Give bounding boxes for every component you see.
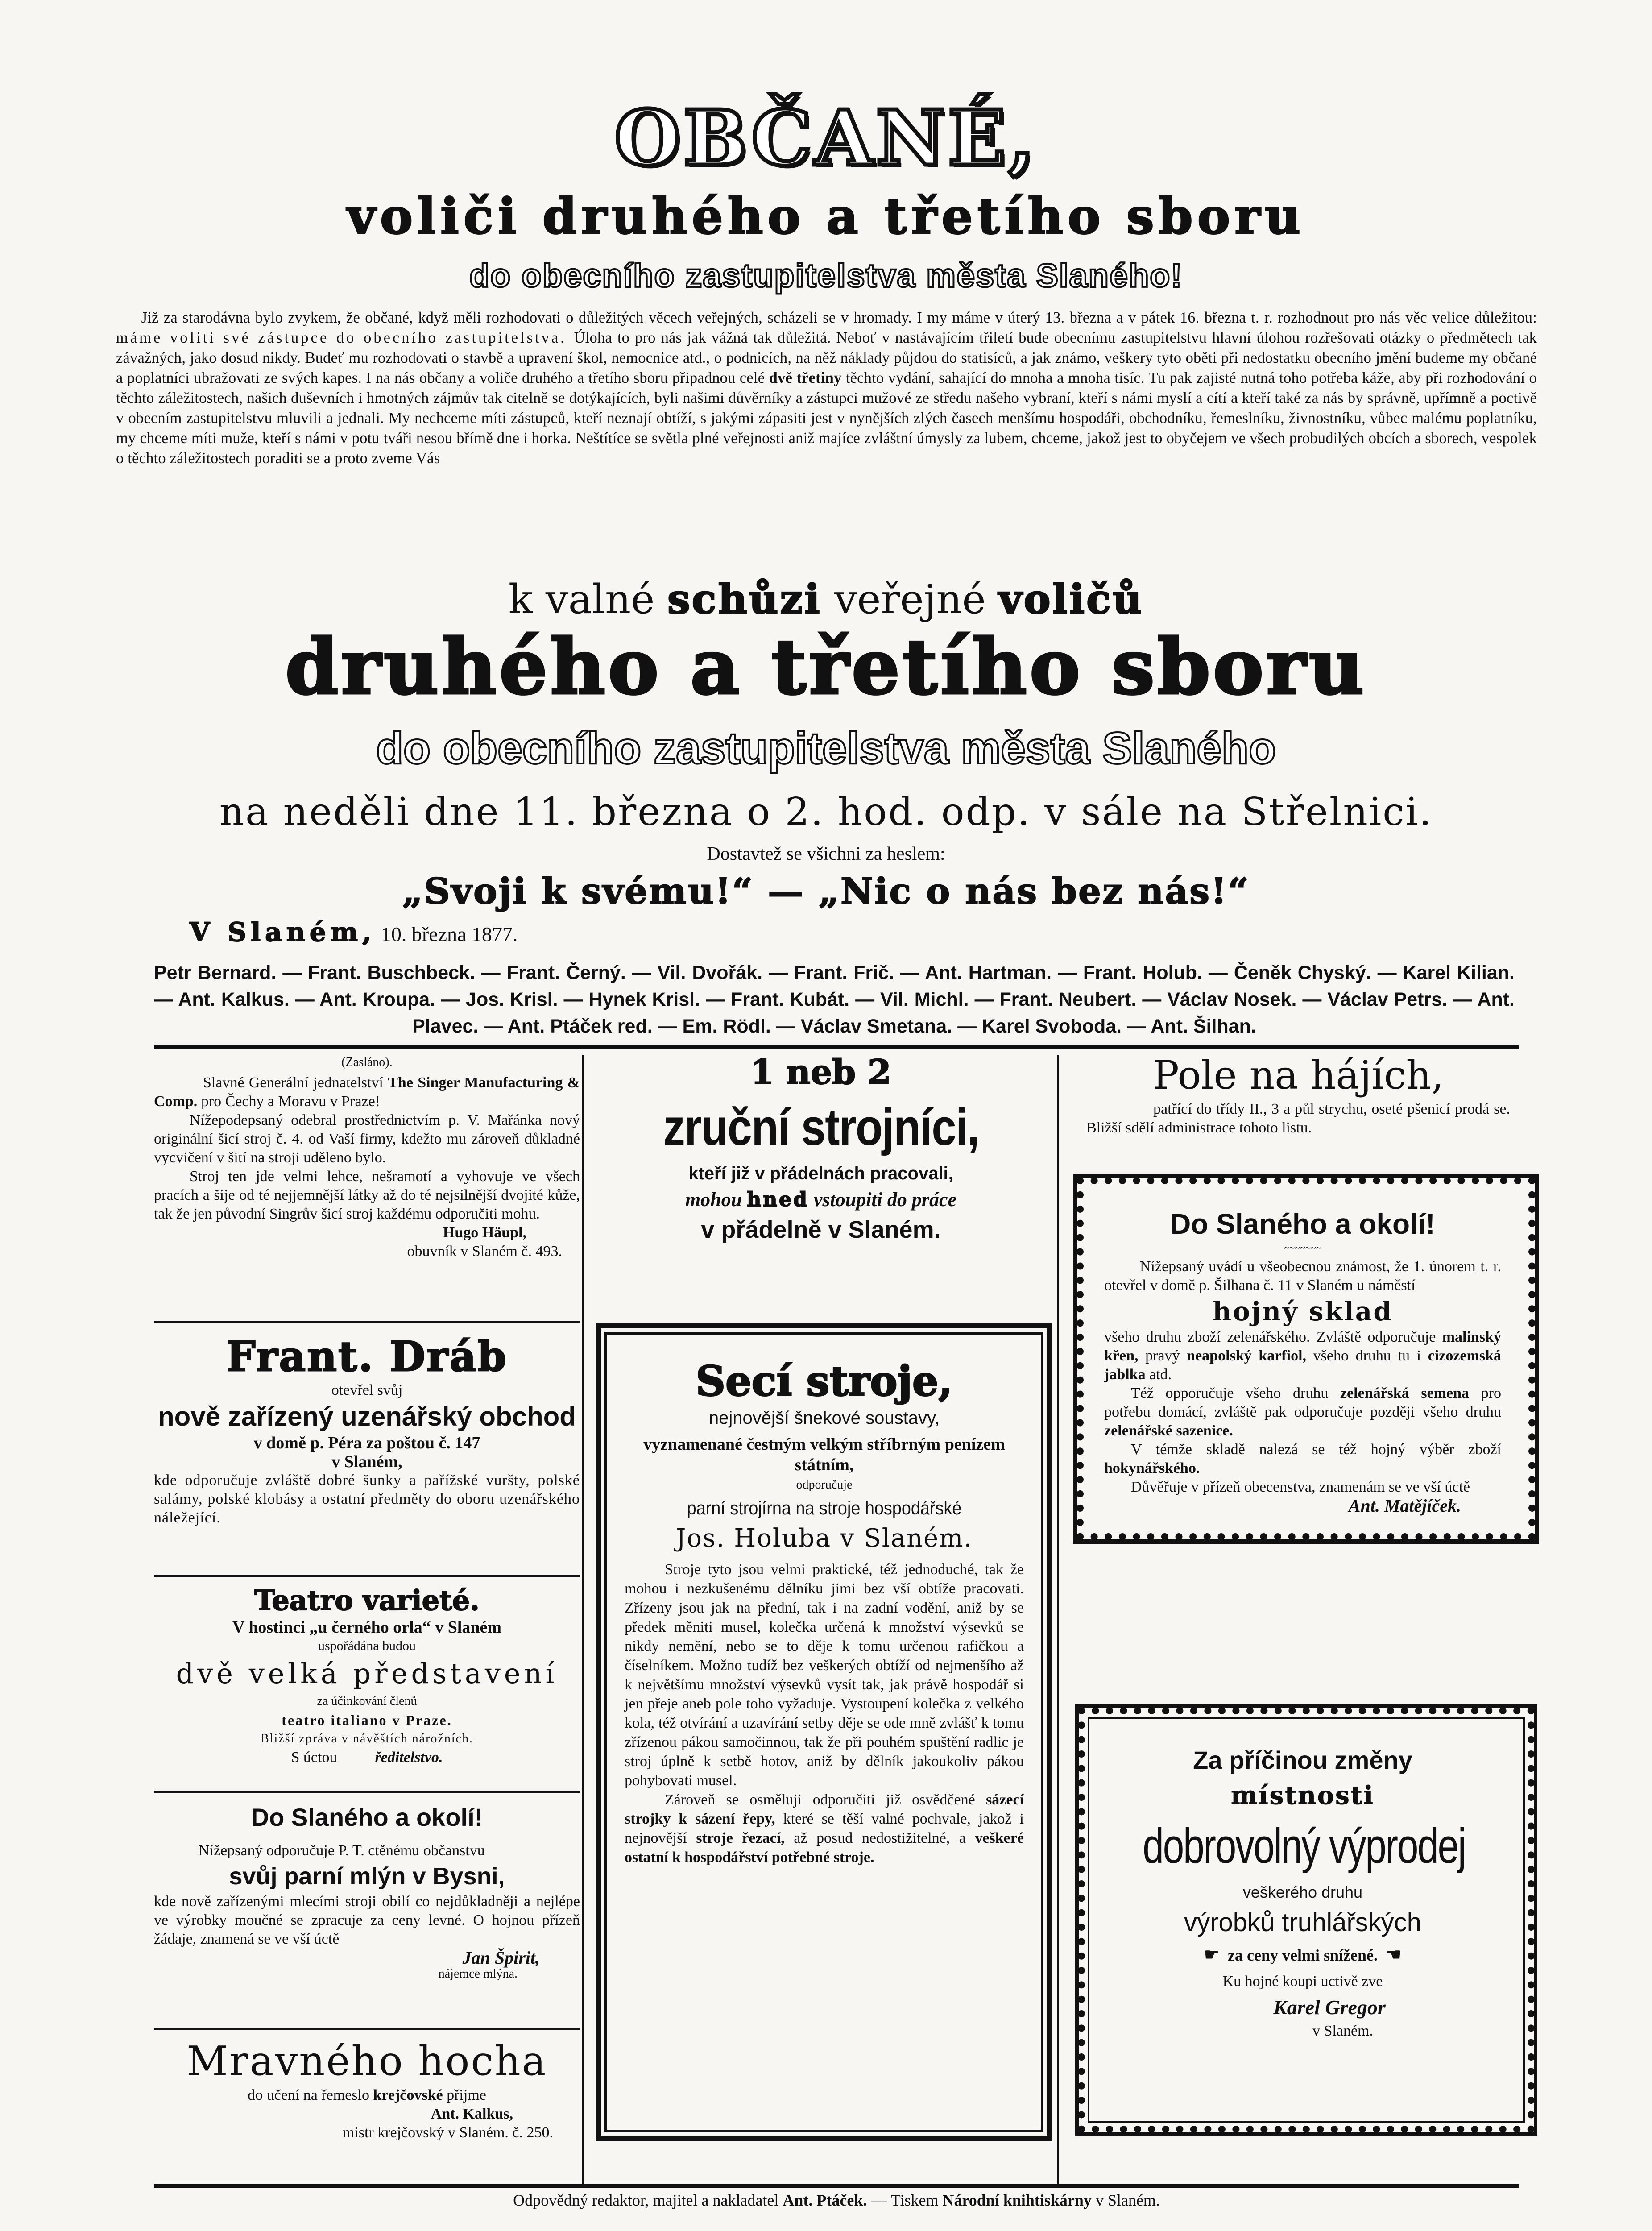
intro-text-1: Již za starodávna bylo zvykem, že občané, když měli rozhodovati o důležitých věcech veřejných, scházeli se v hromady. I my máme v úterý 13. března a v pátek 16. března t. r. rozhodnout pro nás věc velice důležitou:: [141, 309, 1537, 326]
intro-paragraph: [116, 308, 1537, 469]
hoch-l1: [154, 2086, 580, 2105]
singer-ad: [154, 1053, 580, 1261]
mlyn-l3: kde nově zařízenými mlecími stroji obilí co nejdůkladněji a nejlépe ve výrobky moučné se zpracuje za ceny levné. O hojnou přízeň žádaje, znamená se ve vší úctě: [154, 1893, 580, 1947]
mlyn-l1: Nížepsaný odporučuje P. T. ctěnému občanstvu: [199, 1842, 485, 1859]
teatro-l4: za účinkování členů: [317, 1694, 417, 1708]
strojnici-l2: [587, 1186, 1055, 1213]
seci-p2c: které se těší valné pochvale, jakož i nejnovější: [625, 1811, 1024, 1846]
matejicek-l3c: pravý: [1138, 1348, 1187, 1364]
invite-k: k valné: [508, 576, 667, 623]
intro-text-3: těchto vydání, sahající do mnoha a mnoha tisíc. Tu pak zajisté nutná toho potřeba káže, aby při rozhodování o těchto záležitostech, našich duševních i hmotných zájmův tak citelně se dotýkajících, byli našimi důvěrníky a zástupci mužové ze středu našeho vybraní, kteří s námi myslí a cítí a kteří také za nás by správně, upřímně a poctivě v obecním zastupitelstvu mluvili a jednali. My nechceme míti zástupců, kteří neznají obtíží, s jakými zápasiti jest v nynějších zlých časech menšímu hospodáři, obchodníku, řemeslníku, živnostníku, vůbec malému poplatníku, my chceme míti muže, kteří s námi v potu tváři nesou břímě dne i horka. Neštítíce se světla plné veřejnosti aniž majíce zvláštní úmysly za lubem, chceme, jakož jest to obyčejem ve všech probudilých obcích a sborech, vespolek o těchto záležitostech poraditi se a proto zveme Vás: [116, 369, 1537, 467]
matejicek-l3g: atd.: [1145, 1366, 1172, 1383]
gregor-ad: [1097, 1742, 1508, 2041]
matejicek-l6: Důvěřuje v přízeň obecenstva, znamenám se ve vší úctě: [1131, 1479, 1470, 1495]
drab-l2: nově zařízený uzenářský obchod: [158, 1402, 576, 1431]
matejicek-l5: [1104, 1440, 1501, 1478]
seci-p2: [625, 1790, 1024, 1867]
seci-l3: odporučuje: [796, 1478, 853, 1492]
matejicek-l4b: zelenářská semena: [1340, 1385, 1470, 1402]
mlyn-title: Do Slaného a okolí!: [251, 1803, 483, 1831]
column-rule-1: [582, 1055, 584, 2184]
pole-l1: patřící do třídy II., 3 a půl strychu, oseté pšenicí prodá se. Bližší sdělí administrace tohoto listu.: [1086, 1101, 1510, 1136]
signers-list: Petr Bernard. — Frant. Buschbeck. — Frant. Černý. — Vil. Dvořák. — Frant. Frič. — Ant. Hartman. — Frant. Holub. — Čeněk Chyský. — Karel Kilian. — Ant. Kalkus. — Ant. Kroupa. — Jos. Krisl. — Hynek Krisl. — Frant. Kubát. — Vil. Michl. — Frant. Neubert. — Václav Nosek. — Václav Petrs. — Ant. Plavec. — Ant. Ptáček red. — Em. Rödl. — Václav Smetana. — Karel Svoboda. — Ant. Šilhan.: [154, 962, 1515, 1037]
mlyn-role: nájemce mlýna.: [438, 1967, 518, 1981]
matejicek-l4a: Též opporučuje všeho druhu: [1131, 1385, 1340, 1402]
invite-place: V Slaném,: [190, 917, 376, 947]
divider: [154, 1321, 580, 1323]
singer-signature: Hugo Häupl,: [443, 1224, 526, 1241]
matejicek-l4d: zelenářské sazenice.: [1104, 1422, 1233, 1439]
strojnici-l2b: hned: [747, 1188, 809, 1211]
headline-subtitle-2: do obecního zastupitelstva města Slaného!: [469, 257, 1183, 294]
invite-outline-title: do obecního zastupitelstva města Slaného: [376, 723, 1276, 773]
seci-p2a: Zároveň se osměluji odporučiti již osvědčené: [665, 1791, 986, 1808]
strojnici-l1: kteří již v přádelnách pracovali,: [688, 1164, 953, 1183]
invite-slogan: „Svoji k svému!“ — „Nic o nás bez nás!“: [402, 870, 1250, 912]
section-divider: [154, 1045, 1519, 1049]
seci-p2f: veškeré ostatní k hospodářství potřebné stroje.: [625, 1830, 1024, 1866]
seci-p2d: stroje řezací,: [696, 1830, 785, 1846]
footer-divider: [154, 2184, 1519, 2188]
matejicek-ad: [1104, 1205, 1501, 1515]
divider: [154, 2028, 580, 2030]
teatro-l3: dvě velká představení: [176, 1657, 558, 1690]
singer-address: obuvník v Slaném č. 493.: [407, 1243, 562, 1260]
matejicek-l3: [1104, 1328, 1501, 1384]
matejicek-l2: hojný sklad: [1213, 1296, 1393, 1327]
pole-title: Pole na hájích,: [1152, 1052, 1444, 1098]
gregor-l6: za ceny velmi snížené.: [1228, 1946, 1378, 1964]
invite-line: [0, 576, 1652, 623]
teatro-l2: uspořádána budou: [318, 1638, 416, 1653]
drab-l1: otevřel svůj: [331, 1382, 403, 1398]
divider: [154, 1791, 580, 1793]
hoch-l1b: krejčovské: [373, 2087, 443, 2103]
drab-ad: [154, 1332, 580, 1527]
seci-l5: Jos. Holuba v Slaném.: [675, 1524, 973, 1553]
teatro-ad: [154, 1583, 580, 1767]
intro-text-spaced: máme voliti své zástupce do obecního zastupitelstva.: [116, 329, 574, 346]
gregor-l7: Ku hojné koupi uctivě zve: [1222, 1973, 1383, 1990]
divider: [154, 1575, 580, 1577]
invite-dostavte: Dostavtež se všichni za heslem:: [707, 844, 945, 864]
teatro-l5: teatro italiano v Praze.: [282, 1712, 452, 1728]
intro-text-bold: dvě třetiny: [769, 369, 842, 386]
footer-a: Odpovědný redaktor, majitel a nakladatel: [513, 2191, 783, 2209]
strojnici-l2a: mohou: [685, 1189, 747, 1211]
gregor-l5: výrobků truhlářských: [1184, 1908, 1421, 1937]
hoch-title: Mravného hocha: [186, 2038, 547, 2085]
invite-schuzi: schůzi: [667, 576, 822, 623]
gregor-signature: Karel Gregor: [1273, 1996, 1386, 2019]
mlyn-l2: svůj parní mlýn v Bysni,: [229, 1863, 505, 1890]
gregor-place: v Slaném.: [1312, 2023, 1373, 2039]
matejicek-signature: Ant. Matějíček.: [1348, 1496, 1461, 1516]
seci-p1: Stroje tyto jsou velmi praktické, též jednoduché, tak že mohou i nezkušenému dělníku jimi bez vší obtíže pracovati. Zřízeny jsou jak na přední, tak i na zadní vodění, aniž by se předek měniti musel, kolečka určená k množství výsevků se nikdy nemění, nebo se to děje k tomu určenou rafičkou a číselníkem. Možno tudíž bez veškerých obtíží od nejmenšího až k největšímu množství výsevků vysít tak, jak právě hospodář si jen přeje aneb pole toho vyžaduje. Vystoupení kolečka z velkého kola, též otvírání a uzavírání setby děje se ode mně zvlášť k tomu zřízenou pákou samočinnou, tak že při pouhém spuštění radlic je stroj úplně k setbě hotov, aniž by dělník jakoukoliv pákou pohybovati musel.: [625, 1561, 1024, 1789]
footer-imprint: [154, 2191, 1519, 2210]
footer-b: Ant. Ptáček.: [783, 2191, 867, 2209]
footer-d: Národní knihtiskárny: [942, 2191, 1092, 2209]
strojnici-title: 1 neb 2: [750, 1052, 891, 1092]
strojnici-l2c: vstoupiti do práce: [808, 1189, 957, 1211]
seci-p2b: sázecí strojky k sázení řepy,: [625, 1791, 1024, 1827]
matejicek-l4c: pro potřebu domácí, zvláště pak odporučuje později všeho druhu: [1104, 1385, 1501, 1420]
gregor-l1: Za příčinou změny: [1193, 1746, 1412, 1774]
teatro-l7a: S úctou: [291, 1749, 337, 1766]
intro-text-2: Úloha to pro nás jak vážná tak důležitá. Neboť v nastávajícím třiletí bude obecnímu zastupitelstvu hlavní úlohou rozřešovati otázky o předmětech tak závažných, jako dosud nikdy. Budeť mu rozhodovati o stavbě a upravení škol, nemocnice atd., o podnicích, na něž náklady půjdou do statisíců, a jak známo, veškery tyto oběti při nedostatku obecního jmění budeme my občané a poplatníci ubražovati ze svých kapes. I na nás občany a voliče druhého a třetího sboru připadnou celé: [116, 329, 1537, 386]
invite-volicu: voličů: [998, 576, 1144, 623]
drab-l5: kde odporučuje zvláště dobré šunky a pařížské vuršty, polské salámy, polské klobásy a ostatní předměty do oboru uzenářského náležející.: [154, 1472, 580, 1526]
matejicek-l3f: cizozemská jablka: [1104, 1348, 1501, 1383]
teatro-l7b: ředitelstvo.: [375, 1749, 443, 1766]
singer-p2: Nížepodepsaný odebral prostřednictvím p. V. Mařánka nový originální šicí stroj č. 4. od Vaší firmy, kdežto mu zároveň důkladné vycvičení v šití na stroji uděleno bylo.: [154, 1112, 580, 1166]
matejicek-l3e: všeho druhu tu i: [1306, 1348, 1428, 1364]
gregor-l3: dobrovolný výprodej: [1143, 1819, 1466, 1874]
drab-l3: v domě p. Péra za poštou č. 147: [253, 1434, 480, 1452]
seci-title: Secí stroje,: [696, 1357, 953, 1405]
hoch-signature: Ant. Kalkus,: [431, 2106, 513, 2122]
mlyn-ad: [154, 1800, 580, 1981]
seci-l1: nejnovější šnekové soustavy,: [708, 1408, 940, 1428]
matejicek-squiggle: ~~~~~~~: [1284, 1242, 1321, 1253]
strojnici-big: zruční strojníci,: [662, 1098, 979, 1156]
pointing-hand-right-icon: ☛: [1204, 1945, 1220, 1965]
seci-p2e: až posud nedostižitelné, a: [784, 1830, 975, 1846]
invite-dateline: [190, 917, 518, 947]
teatro-l6: Bližší zpráva v návěštích nárožních.: [260, 1732, 474, 1746]
singer-p1a: Slavné Generální jednatelství: [203, 1074, 388, 1091]
seci-l4: parní strojírna na stroje hospodářské: [687, 1497, 962, 1518]
matejicek-l4: [1104, 1384, 1501, 1440]
pole-ad: [1064, 1051, 1532, 1137]
seci-ad: [625, 1356, 1024, 1867]
gregor-l4: veškerého druhu: [1242, 1883, 1363, 1901]
mlyn-signature: Jan Špirit,: [462, 1948, 540, 1968]
matejicek-l3a: všeho druhu zboží zelenářského. Zvláště odporučuje: [1104, 1329, 1442, 1345]
gregor-l6-row: [1097, 1941, 1508, 1970]
teatro-l7: [154, 1748, 580, 1767]
hoch-ad: [154, 2037, 580, 2142]
gregor-l2: místnosti: [1231, 1781, 1375, 1810]
matejicek-l3b: malinský křen,: [1104, 1329, 1501, 1364]
drab-l4: v Slaném,: [331, 1452, 402, 1471]
hoch-l1a: do učení na řemeslo: [248, 2087, 373, 2103]
column-rule-2: [1057, 1055, 1059, 2184]
teatro-title: Teatro varieté.: [254, 1584, 480, 1617]
pointing-hand-left-icon: ☚: [1385, 1945, 1402, 1965]
footer-c: — Tiskem: [867, 2191, 943, 2209]
matejicek-l5b: hokynářského.: [1104, 1460, 1200, 1476]
matejicek-l1: Nížepsaný uvádí u všeobecnou známost, že 1. únorem t. r. otevřel v domě p. Šilhana č. 11 v Slaném u náměstí: [1104, 1258, 1501, 1294]
matejicek-title: Do Slaného a okolí!: [1170, 1208, 1435, 1240]
hoch-address: mistr krejčovský v Slaném. č. 250.: [342, 2124, 553, 2141]
matejicek-l5a: V témže skladě nalezá se též hojný výběr zboží: [1131, 1441, 1501, 1458]
drab-title: Frant. Dráb: [226, 1332, 508, 1381]
seci-l2: vyznamenané čestným velkým stříbrným penízem státním,: [643, 1435, 1005, 1474]
singer-company: The Singer Manufacturing & Comp.: [154, 1074, 580, 1110]
strojnici-l3: v přádelně v Slaném.: [701, 1216, 941, 1243]
invite-verejne: veřejné: [821, 576, 999, 623]
singer-tag: (Zasláno).: [341, 1055, 393, 1069]
headline-title: OBČANÉ,: [614, 94, 1038, 183]
singer-p3: Stroj ten jde velmi lehce, nešramotí a vyhovuje ve všech pracích a šije od té nejjemnější látky až do té nejsilnější dvojité kůže, tak že jen původní Singrův šicí stroj každému odporučiti mohu.: [154, 1168, 580, 1222]
hoch-l1c: přijme: [443, 2087, 486, 2103]
teatro-l1: V hostinci „u černého orla“ v Slaném: [232, 1618, 502, 1637]
matejicek-l3d: neapolský karfiol,: [1187, 1348, 1307, 1364]
singer-p1: [154, 1074, 580, 1111]
invite-big-title: druhého a třetího sboru: [285, 622, 1367, 712]
strojnici-ad: [587, 1051, 1055, 1246]
invite-when: na neděli dne 11. března o 2. hod. odp. v sále na Střelnici.: [219, 790, 1433, 834]
footer-e: v Slaném.: [1091, 2191, 1160, 2209]
singer-p1c: pro Čechy a Moravu v Praze!: [197, 1093, 381, 1110]
invite-date: 10. března 1877.: [376, 923, 518, 945]
headline-subtitle: voliči druhého a třetího sboru: [347, 187, 1305, 245]
